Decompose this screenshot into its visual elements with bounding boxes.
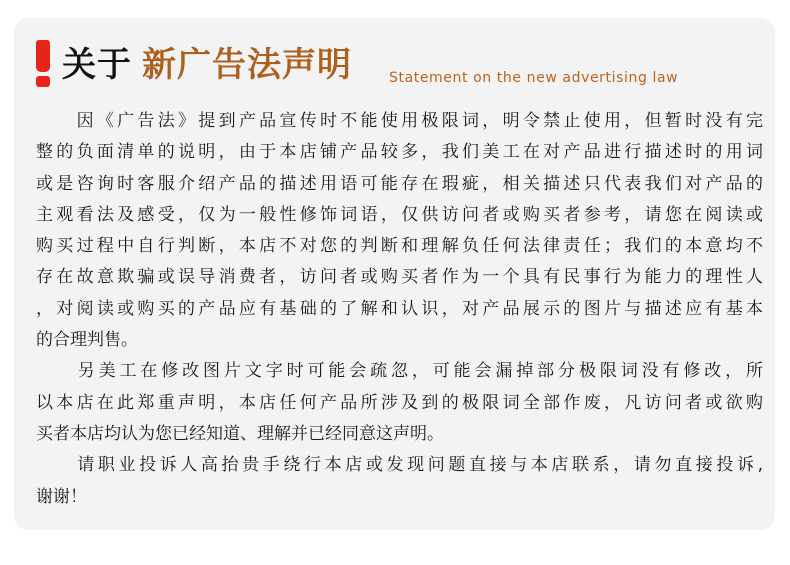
statement-line: 请职业投诉人高抬贵手绕行本店或发现问题直接与本店联系，请勿直接投诉,	[36, 455, 763, 476]
statement-body	[36, 106, 763, 513]
statement-card	[14, 18, 775, 530]
statement-line: 以本店在此郑重声明，本店任何产品所涉及到的极限词全部作废，凡访问者或欲购	[36, 392, 763, 413]
statement-line: 购买过程中自行判断，本店不对您的判断和理解负任何法律责任；我们的本意均不	[36, 236, 763, 257]
title-main: 新广告法声明	[142, 45, 352, 85]
statement-line: 或是咨询时客服介绍产品的描述用语可能存在瑕疵，相关描述只代表我们对产品的	[36, 173, 763, 194]
statement-line: 的合理判售。	[36, 330, 138, 351]
statement-line: 因《广告法》提到产品宣传时不能使用极限词，明令禁止使用，但暂时没有完	[36, 111, 763, 131]
title-prefix: 关于	[62, 45, 132, 85]
statement-line: 买者本店均认为您已经知道、理解并已经同意这声明。	[36, 423, 444, 444]
statement-line: 整的负面清单的说明，由于本店铺产品较多，我们美工在对产品进行描述时的用词	[36, 142, 763, 163]
exclamation-icon	[36, 40, 50, 84]
title-english: Statement on the new advertising law	[389, 70, 679, 86]
statement-line: 主观看法及感受，仅为一般性修饰词语，仅供访问者或购买者参考，请您在阅读或	[36, 204, 763, 225]
statement-line: 谢谢！	[36, 486, 87, 507]
statement-header	[14, 18, 775, 98]
exclamation-icon-dot	[36, 76, 50, 87]
statement-line: 存在故意欺骗或误导消费者，访问者或购买者作为一个具有民事行为能力的理性人	[36, 267, 763, 288]
exclamation-icon-bar	[36, 40, 50, 72]
statement-line: ，对阅读或购买的产品应有基础的了解和认识，对产品展示的图片与描述应有基本	[36, 298, 763, 319]
statement-line: 另美工在修改图片文字时可能会疏忽，可能会漏掉部分极限词没有修改，所	[36, 361, 763, 382]
